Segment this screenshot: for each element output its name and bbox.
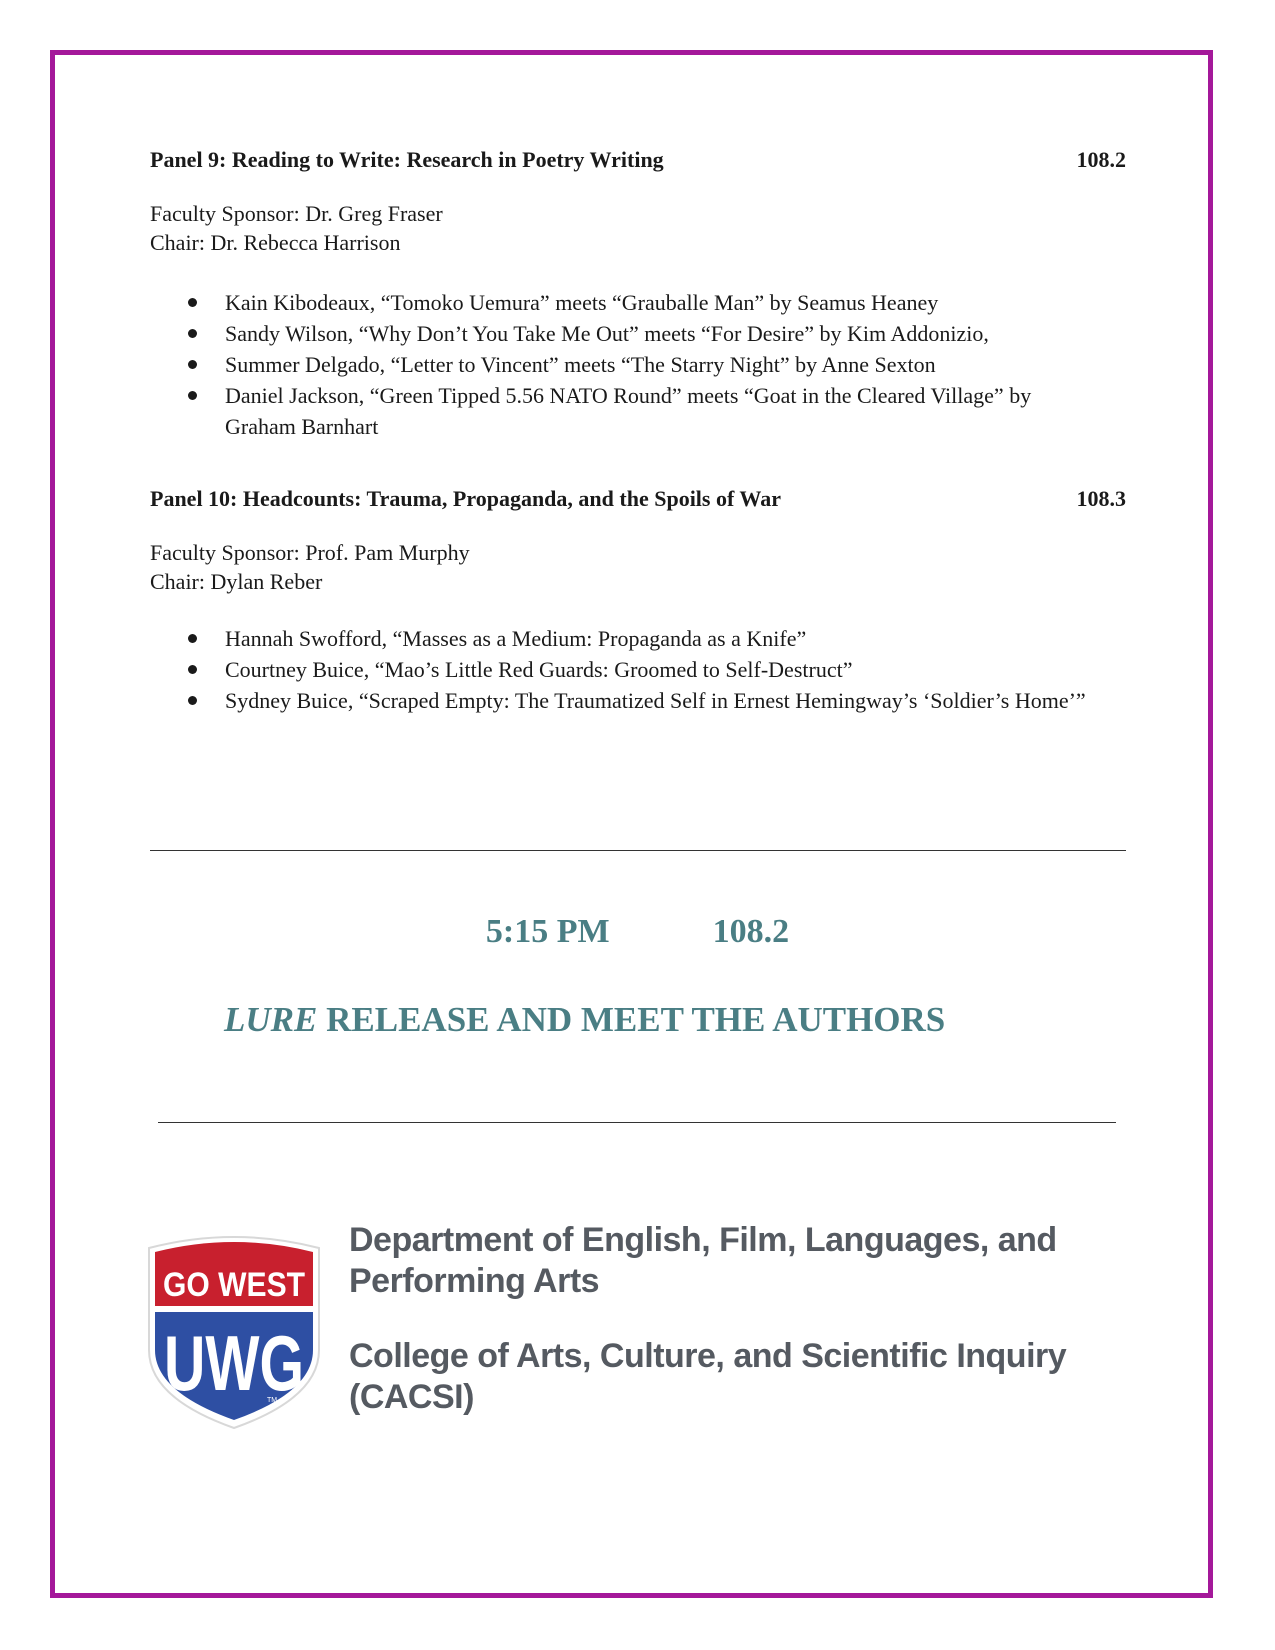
- event-time: 5:15 PM: [485, 913, 610, 950]
- logo-top-text: GO WEST: [163, 1266, 306, 1304]
- panel-9-title: Panel 9: Reading to Write: Research in Poetry Writing: [150, 147, 664, 172]
- panel-10-room: 108.3: [1076, 486, 1126, 511]
- college-name: College of Arts, Culture, and Scientific Inquiry (CACSI): [349, 1337, 1067, 1416]
- list-item: Sydney Buice, “Scraped Empty: The Traumatized Self in Ernest Hemingway’s ‘Soldier’s Home’”: [150, 685, 1126, 716]
- bullet-icon: [188, 696, 197, 705]
- panel-9-heading: [150, 147, 1126, 173]
- panel-9-room: 108.2: [1076, 147, 1126, 172]
- list-item: Kain Kibodeaux, “Tomoko Uemura” meets “Grauballe Man” by Seamus Heaney: [150, 287, 1126, 318]
- bullet-icon: [188, 298, 197, 307]
- panel-10-heading: [150, 486, 1126, 512]
- list-item: Courtney Buice, “Mao’s Little Red Guards: Groomed to Self-Destruct”: [150, 654, 1126, 685]
- bullet-icon: [188, 329, 197, 338]
- panel-10-sponsor: Faculty Sponsor: Prof. Pam Murphy: [150, 540, 470, 565]
- panel-10-title: Panel 10: Headcounts: Trauma, Propaganda, and the Spoils of War: [150, 486, 781, 511]
- section-divider: [158, 1122, 1116, 1123]
- logo-bottom-text: UWG: [164, 1319, 304, 1407]
- bullet-icon: [188, 634, 197, 643]
- bullet-icon: [188, 665, 197, 674]
- panel-9-people: [150, 199, 443, 257]
- event-title-italic: LURE: [224, 1000, 318, 1039]
- logo-trademark: TM: [267, 1397, 278, 1404]
- list-item: Hannah Swofford, “Masses as a Medium: Propaganda as a Knife”: [150, 623, 1126, 654]
- uwg-logo: [143, 1230, 325, 1430]
- list-item: Sandy Wilson, “Why Don’t You Take Me Out” meets “For Desire” by Kim Addonizio,: [150, 318, 1126, 349]
- event-time-room: [0, 913, 1275, 951]
- panel-10-people: [150, 538, 470, 596]
- section-divider: [150, 850, 1126, 851]
- department-name: Department of English, Film, Languages, and Performing Arts: [349, 1221, 1057, 1300]
- list-item: Summer Delgado, “Letter to Vincent” meets “The Starry Night” by Anne Sexton: [150, 349, 1126, 380]
- list-item: Daniel Jackson, “Green Tipped 5.56 NATO Round” meets “Goat in the Cleared Village” by Graham Barnhart: [150, 380, 1126, 442]
- event-title-rest: RELEASE AND MEET THE AUTHORS: [317, 1000, 946, 1039]
- panel-10-chair: Chair: Dylan Reber: [150, 569, 323, 594]
- event-room: 108.2: [712, 913, 790, 950]
- bullet-icon: [188, 391, 197, 400]
- panel-9-presentations: [150, 287, 1126, 442]
- event-title: [224, 1000, 945, 1040]
- panel-10-presentations: [150, 623, 1126, 716]
- panel-9-chair: Chair: Dr. Rebecca Harrison: [150, 230, 401, 255]
- panel-9-sponsor: Faculty Sponsor: Dr. Greg Fraser: [150, 201, 443, 226]
- bullet-icon: [188, 360, 197, 369]
